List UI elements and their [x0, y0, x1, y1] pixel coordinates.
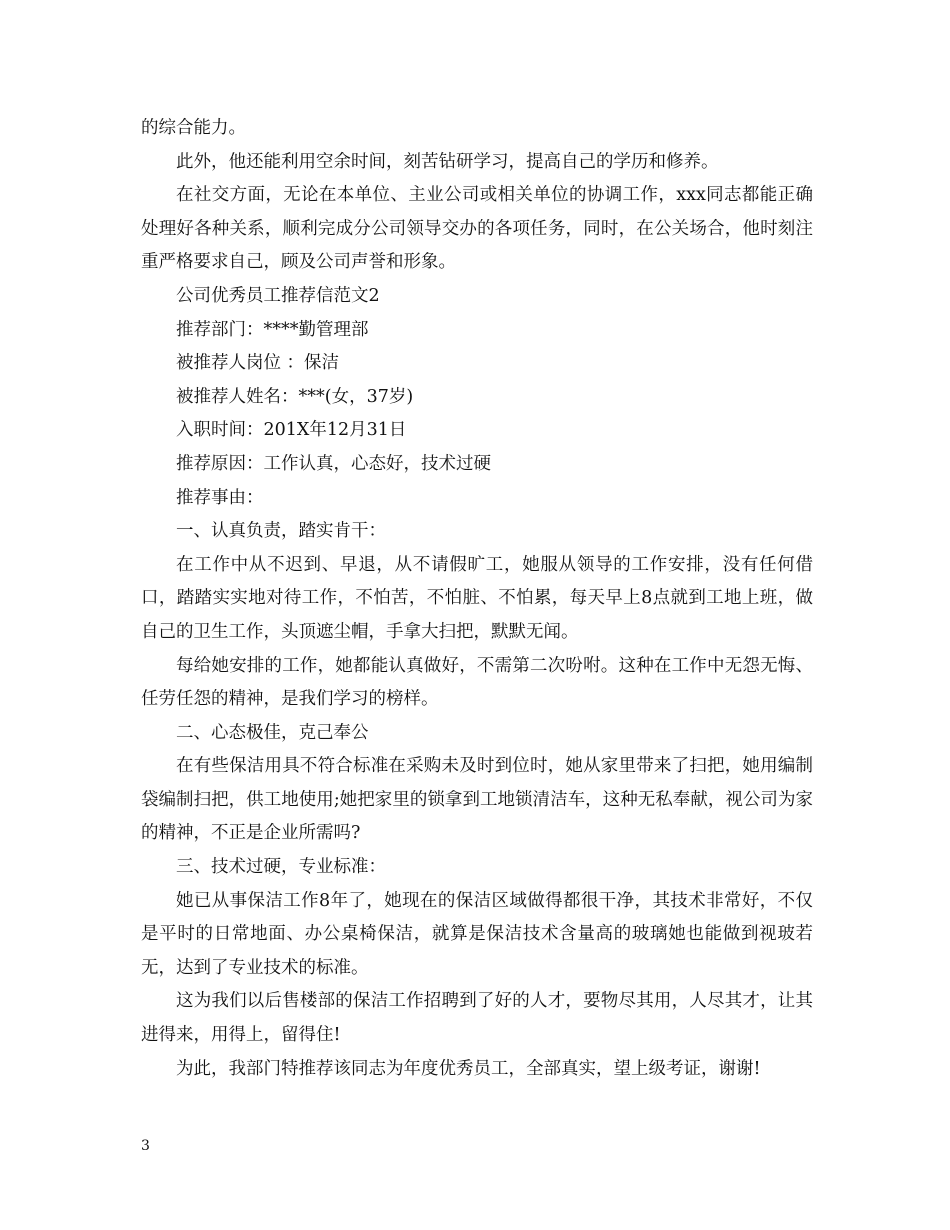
page-number: 3 — [141, 1138, 150, 1154]
field-details-heading: 推荐事由： — [176, 487, 264, 508]
field-name: 被推荐人姓名：***(女，37岁) — [176, 386, 414, 407]
paragraph-1: 的综合能力。 — [141, 118, 246, 138]
heading-1: 一、认真负责，踏实肯干： — [176, 521, 386, 542]
section-title: 公司优秀员工推荐信范文2 — [176, 285, 380, 306]
paragraph-4: 在工作中从不迟到、早退，从不请假旷工，她服从领导的工作安排，没有任何借口，踏踏实实地对待工作，不怕苦，不怕脏、不怕累，每天早上8点就到工地上班，做自己的卫生工作，头顶遮尘帽，手拿大扫把，默默无闻。 — [141, 554, 813, 642]
field-reason: 推荐原因：工作认真，心态好，技术过硬 — [176, 453, 491, 474]
paragraph-8: 这为我们以后售楼部的保洁工作招聘到了好的人才，要物尽其用，人尽其才，让其进得来，用得上，留得住! — [141, 991, 813, 1046]
paragraph-3: 在社交方面，无论在本单位、主业公司或相关单位的协调工作，xxx同志都能正确处理好各种关系，顺利完成分公司领导交办的各项任务，同时，在公关场合，他时刻注重严格要求自己，顾及公司声誉和形象。 — [141, 185, 813, 273]
paragraph-6: 在有些保洁用具不符合标准在采购未及时到位时，她从家里带来了扫把，她用编制袋编制扫把，供工地使用;她把家里的锁拿到工地锁清洁车，这种无私奉献，视公司为家的精神，不正是企业所需吗? — [141, 756, 813, 844]
paragraph-5: 每给她安排的工作，她都能认真做好，不需第二次吩咐。这种在工作中无怨无悔、任劳任怨的精神，是我们学习的榜样。 — [141, 655, 813, 710]
paragraph-9: 为此，我部门特推荐该同志为年度优秀员工，全部真实，望上级考证，谢谢! — [176, 1058, 761, 1079]
field-position: 被推荐人岗位 ：保洁 — [176, 353, 340, 374]
paragraph-7: 她已从事保洁工作8年了，她现在的保洁区域做得都很干净，其技术非常好，不仅是平时的日常地面、办公桌椅保洁，就算是保洁技术含量高的玻璃她也能做到视玻若无，达到了专业技术的标准。 — [141, 890, 813, 978]
heading-3: 三、技术过硬，专业标准： — [176, 857, 386, 878]
paragraph-2: 此外，他还能利用空余时间，刻苦钻研学习，提高自己的学历和修养。 — [176, 151, 719, 172]
document-body — [141, 112, 813, 1086]
field-department: 推荐部门：****勤管理部 — [176, 319, 369, 340]
field-start-date: 入职时间：201X年12月31日 — [176, 420, 407, 441]
heading-2: 二、心态极佳，克己奉公 — [176, 722, 369, 743]
